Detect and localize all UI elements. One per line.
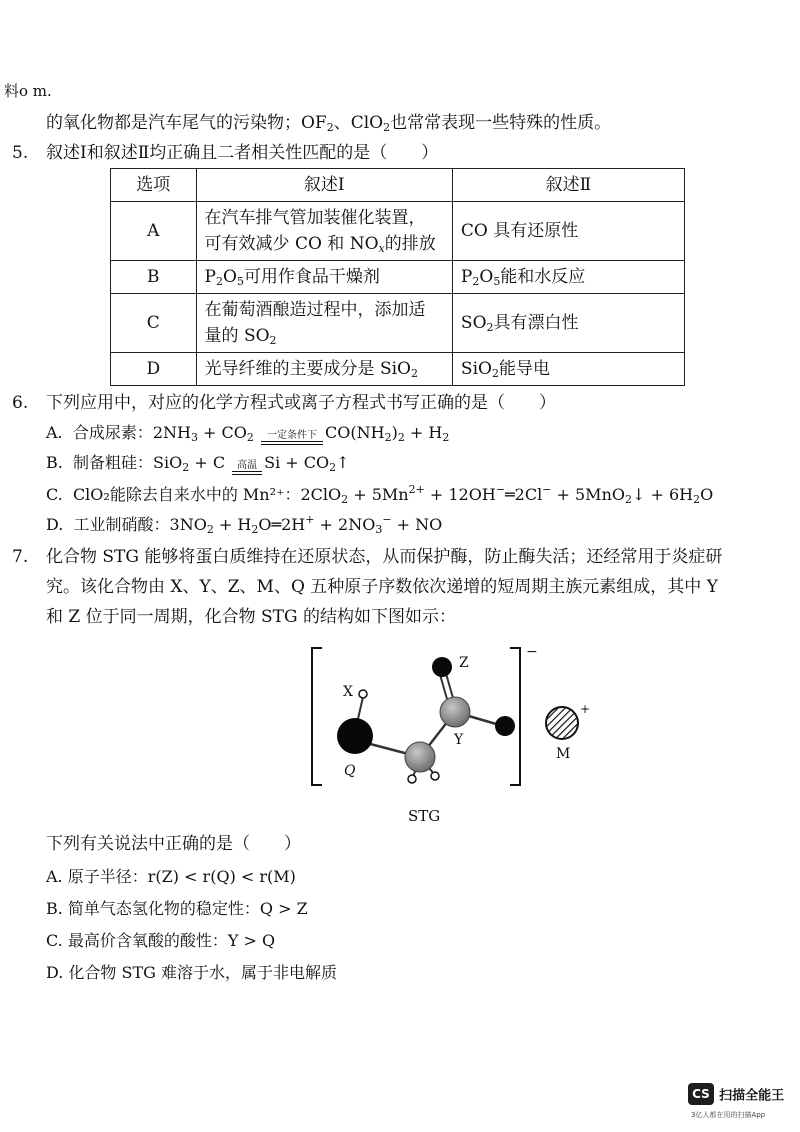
q7-option-c: C. 最高价含氧酸的酸性：Y > Q [46,931,276,950]
statement-1: 在葡萄酒酿造过程中，添加适 量的 $SO_2$ [196,294,452,353]
table-header: 叙述Ⅰ [196,169,452,202]
right-bracket [510,648,520,785]
charge-plus: + [580,702,591,716]
q5-number: 5. [12,143,29,163]
q7-option-b: B. 简单气态氢化物的稳定性：Q > Z [46,899,308,918]
label-m: M [556,746,571,762]
atom-q [337,718,373,754]
q6-option-a: A. 合成尿素：$2NH_3 + CO_2$ 一定条件下 $CO(NH_2)_2 + H_2$ [46,423,450,444]
statement-2: CO 具有还原性 [452,202,684,261]
watermark-name: 扫描全能王 [719,1088,785,1104]
figure-caption: STG [408,807,441,825]
table-row [111,353,685,386]
statement-2: $SO_2$具有漂白性 [452,294,684,353]
stg-structure-figure [300,640,600,820]
option-label: A [111,202,197,261]
q7-option-d: D. 化合物 STG 难溶于水，属于非电解质 [46,963,338,982]
atom-h [431,772,439,780]
table-header-row [111,169,685,202]
label-z: Z [459,655,469,671]
q7-prompt: 下列有关说法中正确的是（ ） [46,834,301,854]
q7-number: 7. [12,547,29,567]
table-row [111,294,685,353]
q7-option-a: A. 原子半径：r(Z) < r(Q) < r(M) [46,867,296,886]
q5-stem: 叙述Ⅰ和叙述Ⅱ均正确且二者相关性匹配的是（ ） [46,143,439,163]
atom-z-top [432,657,452,677]
table-header: 选项 [111,169,197,202]
condition-arrow: 一定条件下 [261,431,323,445]
watermark-tagline: 3亿人都在用的扫描App [691,1111,766,1119]
option-label: B [111,261,197,294]
q6-stem: 下列应用中，对应的化学方程式或离子方程式书写正确的是（ ） [46,393,556,413]
left-bracket [312,648,322,785]
q7-line2: 究。该化合物由 X、Y、Z、M、Q 五种原子序数依次递增的短周期主族元素组成，其中 Y [46,577,718,597]
table-row [111,202,685,261]
q5-table [110,168,685,386]
statement-1: $P_2O_5$可用作食品干燥剂 [196,261,452,294]
atom-y [440,697,470,727]
atom-m [546,707,578,739]
atom-h [408,775,416,783]
statement-1: 在汽车排气管加装催化装置， 可有效减少 CO 和 $NO_x$的排放 [196,202,452,261]
table-header: 叙述Ⅱ [452,169,684,202]
statement-2: SiO$_2$能导电 [452,353,684,386]
table-row [111,261,685,294]
q6-option-c: C. ClO₂能除去自来水中的 Mn²⁺：$2ClO_2 + 5Mn^{2+}$ + 12OH−═2Cl− + 5MnO$_2$↓ + $6H_2O$ [46,483,714,506]
q7-line3: 和 Z 位于同一周期，化合物 STG 的结构如下图如示： [46,607,456,627]
q7-line1: 化合物 STG 能够将蛋白质维持在还原状态，从而保护酶，防止酶失活；还经常用于炎症研 [46,547,723,567]
cs-logo-icon: CS [688,1083,714,1105]
statement-1: 光导纤维的主要成分是 SiO$_2$ [196,353,452,386]
label-q: Q [344,763,356,779]
charge-minus: − [526,644,538,660]
label-x: X [343,684,353,700]
q6-option-d: D. 工业制硝酸：$3NO_2$ + $H_2O═2H^+ + 2NO_3^-$ + NO [46,513,443,536]
scanner-watermark [688,1083,784,1105]
atom-x [359,690,367,698]
option-label: C [111,294,197,353]
atom-carbon [405,742,435,772]
q6-option-b: B. 制备粗硅：SiO$_2$ + C 高温 $Si + CO_2↑$ [46,453,350,474]
top-fragment: 料o m. [4,82,52,100]
atom-z-right [495,716,515,736]
statement-2: $P_2O_5$能和水反应 [452,261,684,294]
q6-number: 6. [12,393,29,413]
intro-line: 的氧化物都是汽车尾气的污染物；$OF_2$、ClO$_2$也常常表现一些特殊的性质。 [46,113,612,134]
condition-arrow: 高温 [232,461,262,475]
option-label: D [111,353,197,386]
label-y: Y [454,732,464,748]
